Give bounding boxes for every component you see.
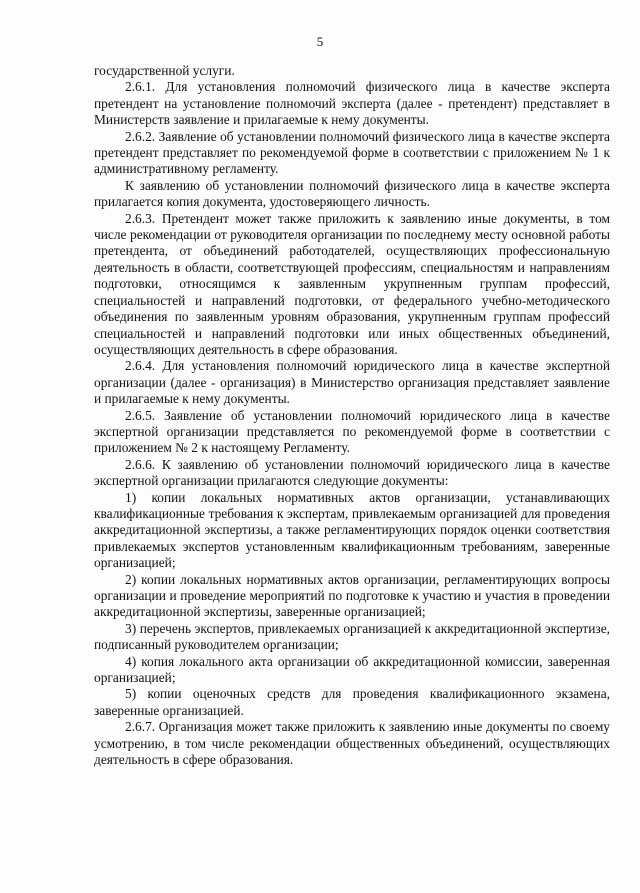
list-item-5: 5) копии оценочных средств для проведения квалификационного экзамена, заверенные организацией. <box>94 686 610 718</box>
paragraph-2-6-3: 2.6.3. Претендент может также приложить к заявлению иные документы, в том числе рекомендации от руководителя организации по последнему месту основной работы претендента, от объединений работодателей, осуществляющих профессиональную деятельность в области, соответствующей профессиям, специальностям и направлениям подготовки, относящимся к заявленным укрупненным группам профессий, специальностей и направлений подготовки, от федерального учебно-методического объединения по заявленным уровням образования, укрупненным группам профессий специальностей и направлений подготовки или иных общественных объединений, осуществляющих деятельность в сфере образования. <box>94 210 610 357</box>
paragraph-identity-document: К заявлению об установлении полномочий физического лица в качестве эксперта прилагается копия документа, удостоверяющего личность. <box>94 177 610 210</box>
paragraph-2-6-4: 2.6.4. Для установления полномочий юридического лица в качестве экспертной организации (далее - организация) в Министерство организация представляет заявление и прилагаемые к нему документы. <box>94 358 610 407</box>
paragraph-2-6-7: 2.6.7. Организация может также приложить к заявлению иные документы по своему усмотрению, в том числе рекомендации общественных объединений, осуществляющих деятельность в сфере образования. <box>94 719 610 768</box>
paragraph-2-6-6: 2.6.6. К заявлению об установлении полномочий юридического лица в качестве экспертной организации прилагаются следующие документы: <box>94 456 610 489</box>
list-item-2: 2) копии локальных нормативных актов организации, регламентирующих вопросы организации и проведение мероприятий по подготовке к участию и участия в проведении аккредитационной экспертизы, заверенные организацией; <box>94 571 610 620</box>
paragraph-2-6-5: 2.6.5. Заявление об установлении полномочий юридического лица в качестве экспертной организации представляется по рекомендуемой форме в соответствии с приложением № 2 к настоящему Регламенту. <box>94 407 610 456</box>
paragraph-2-6-2: 2.6.2. Заявление об установлении полномочий физического лица в качестве эксперта претендент представляет по рекомендуемой форме в соответствии с приложением № 1 к административному регламенту. <box>94 128 610 177</box>
list-item-1: 1) копии локальных нормативных актов организации, устанавливающих квалификационные требования к экспертам, привлекаемым организацией для проведения аккредитационной экспертизы, а также регламентирующих порядок оценки соответствия привлекаемых экспертов установленным квалификационным требованиям, заверенные организацией; <box>94 489 610 571</box>
list-item-4: 4) копия локального акта организации об аккредитационной комиссии, заверенная организацией; <box>94 653 610 686</box>
list-item-3: 3) перечень экспертов, привлекаемых организацией к аккредитационной экспертизе, подписанный руководителем организации; <box>94 620 610 653</box>
paragraph-2-6-1: 2.6.1. Для установления полномочий физического лица в качестве эксперта претендент на установление полномочий эксперта (далее - претендент) представляет в Министерств заявление и прилагаемые к нему документы. <box>94 79 610 128</box>
page-number: 5 <box>316 34 324 49</box>
document-body <box>94 63 610 768</box>
paragraph-continuation: государственной услуги. <box>94 63 235 78</box>
